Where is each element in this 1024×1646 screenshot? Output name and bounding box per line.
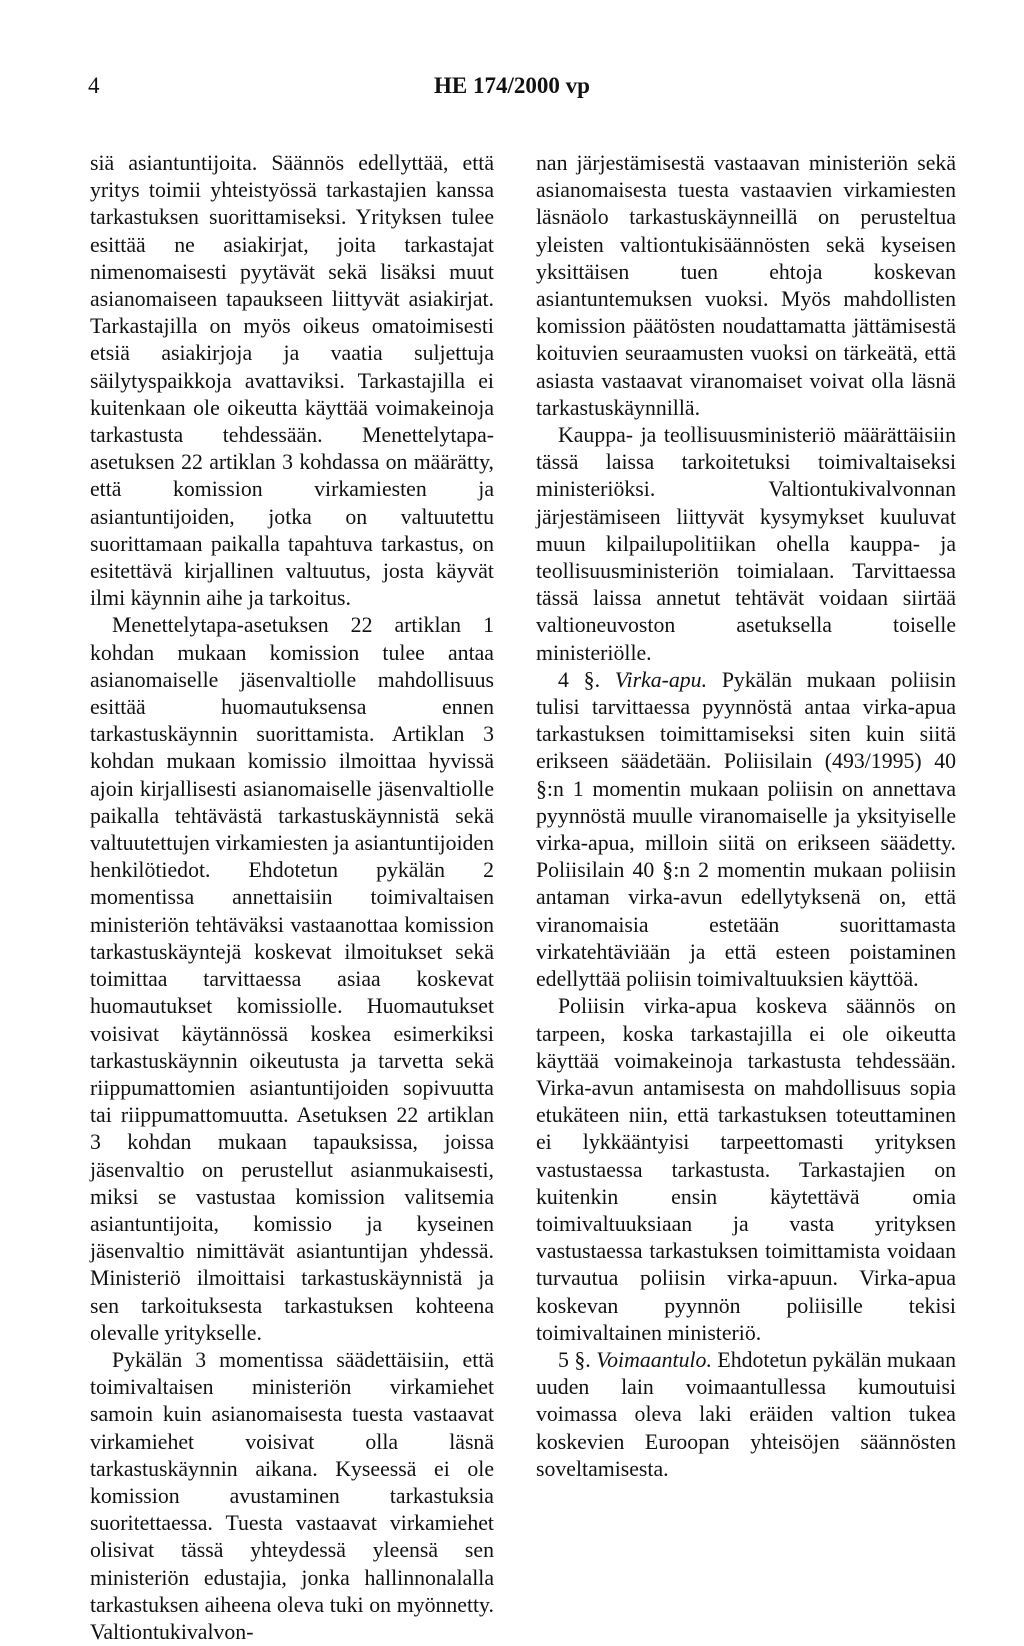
paragraph: Menettelytapa-asetuksen 22 artiklan 1 kohdan mukaan komission tulee antaa asianomaiselle jäsenvaltiolle mahdollisuus esittää huomautuksensa ennen tarkastuskäynnin suorittamista. Artiklan 3 kohdan mukaan komissio ilmoittaa hyvissä ajoin kirjallisesti asianomaiselle jäsenvaltiolle paikalla tehtävästä tarkastuskäynnistä sekä valtuutettujen virkamiesten ja asiantuntijoiden henkilötiedot. Ehdotetun pykälän 2 momentissa annettaisiin toimivaltaisen ministeriön tehtäväksi vastaanottaa komission tarkastuskäyntejä koskevat ilmoitukset sekä toimittaa tarvittaessa asiaa koskevat huomautukset komissiolle. Huomautukset voisivat käytännössä koskea esimerkiksi tarkastuskäynnin oikeutusta ja tarvetta sekä riippumattomien asiantuntijoiden sopivuutta tai riippumattomuutta. Asetuksen 22 artiklan 3 kohdan mukaan tapauksissa, joissa jäsenvaltio on perustellut asianmukaisesti, miksi se vastustaa komission valitsemia asiantuntijoita, komissio ja kyseinen jäsenvaltio nimittävät asiantuntijan yhdessä. Ministeriö ilmoittaisi tarkastuskäynnistä ja sen tarkoituksesta tarkastuksen kohteena olevalle yritykselle. [90,613,494,1345]
paragraph: nan järjestämisestä vastaavan ministeriön sekä asianomaisesta tuesta vastaavien virkamiesten läsnäolo tarkastuskäynneillä on perusteltua yleisten valtiontukisäännösten sekä kyseisen yksittäisen tuen ehtoja koskevan asiantuntemuksen vuoksi. Myös mahdollisten komission päätösten noudattamatta jättämisestä koituvien seuraamusten vuoksi on tärkeätä, että asiasta vastaavat viranomaiset voivat olla läsnä tarkastuskäynnillä. [536,151,956,420]
section-number: 4 §. [558,667,601,692]
section-number: 5 §. [558,1347,591,1372]
left-column [90,150,494,1646]
section-title: Virka-apu. [614,667,708,692]
paragraph: Pykälän 3 momentissa säädettäisiin, että toimivaltaisen ministeriön virkamiehet samoin kuin asianomaisesta tuesta vastaavat virkamiehet voisivat olla läsnä tarkastuskäynnin aikana. Kyseessä ei ole komission avustaminen tarkastuksia suoritettaessa. Tuesta vastaavat virkamiehet olisivat tässä yhteydessä yleensä sen ministeriön edustajia, jonka hallinnonalalla tarkastuksen aiheena oleva tuki on myönnetty. Valtiontukivalvon- [90,1347,494,1644]
paragraph: siä asiantuntijoita. Säännös edellyttää, että yritys toimii yhteistyössä tarkastajien kanssa tarkastuksen suorittamiseksi. Yrityksen tulee esittää ne asiakirjat, joita tarkastajat nimenomaisesti pyytävät sekä lisäksi muut asianomaiseen tapaukseen liittyvät asiakirjat. Tarkastajilla on myös oikeus omatoimisesti etsiä asiakirjoja ja vaatia suljettuja säilytyspaikkoja avattaviksi. Tarkastajilla ei kuitenkaan ole oikeutta käyttää voimakeinoja tarkastusta tehdessään. Menettelytapa-asetuksen 22 artiklan 3 kohdassa on määrätty, että komission virkamiesten ja asiantuntijoiden, jotka on valtuutettu suorittamaan paikalla tapahtuva tarkastus, on esitettävä kirjallinen valtuutus, josta käyvät ilmi käynnin aihe ja tarkoitus. [90,151,494,611]
section-paragraph [536,667,956,993]
section-title: Voimaantulo. [596,1347,712,1372]
section-body: Pykälän mukaan poliisin tulisi tarvittaessa pyynnöstä antaa virka-apua tarkastuksen toimittamiseksi siten kuin siitä erikseen säädetään. Poliisilain (493/1995) 40 §:n 1 momentin mukaan poliisin on annettava pyynnöstä muulle viranomaiselle ja yksityiselle virka-apua, milloin siitä on erikseen säädetty. Poliisilain 40 §:n 2 momentin mukaan poliisin antaman virka-avun edellytyksenä on, että viranomaisia estetään suorittamasta virkatehtäviään ja että esteen poistaminen edellyttää poliisin toimivaltuuksien käyttöä. [536,667,956,992]
right-column [536,150,956,1483]
paragraph: Kauppa- ja teollisuusministeriö määrättäisiin tässä laissa tarkoitetuksi toimivaltaiseksi ministeriöksi. Valtiontukivalvonnan järjestämiseen liittyvät kysymykset kuuluvat muun kilpailupolitiikan ohella kauppa- ja teollisuusministeriön toimialaan. Tarvittaessa tässä laissa annetut tehtävät voidaan siirtää valtioneuvoston asetuksella toiselle ministeriölle. [536,423,956,665]
running-header: HE 174/2000 vp [434,73,590,98]
section-body: Ehdotetun pykälän mukaan uuden lain voimaantullessa kumoutuisi voimassa oleva laki eräiden valtion tukea koskevien Euroopan yhteisöjen säännösten soveltamisesta. [536,1347,956,1481]
paragraph: Poliisin virka-apua koskeva säännös on tarpeen, koska tarkastajilla ei ole oikeutta käyttää voimakeinoja tarkastusta tehdessään. Virka-avun antamisesta on mahdollisuus sopia etukäteen niin, että tarkastuksen toteuttaminen ei lykkääntyisi tarpeettomasti yrityksen vastustaessa tarkastusta. Tarkastajien on kuitenkin ensin käytettävä omia toimivaltuuksiaan ja vasta yrityksen vastustaessa tarkastuksen toimittamista voidaan turvautua poliisin virka-apuun. Virka-apua koskevan pyynnön poliisille tekisi toimivaltainen ministeriö. [536,994,956,1345]
section-paragraph [536,1347,956,1483]
page-number: 4 [88,73,100,98]
